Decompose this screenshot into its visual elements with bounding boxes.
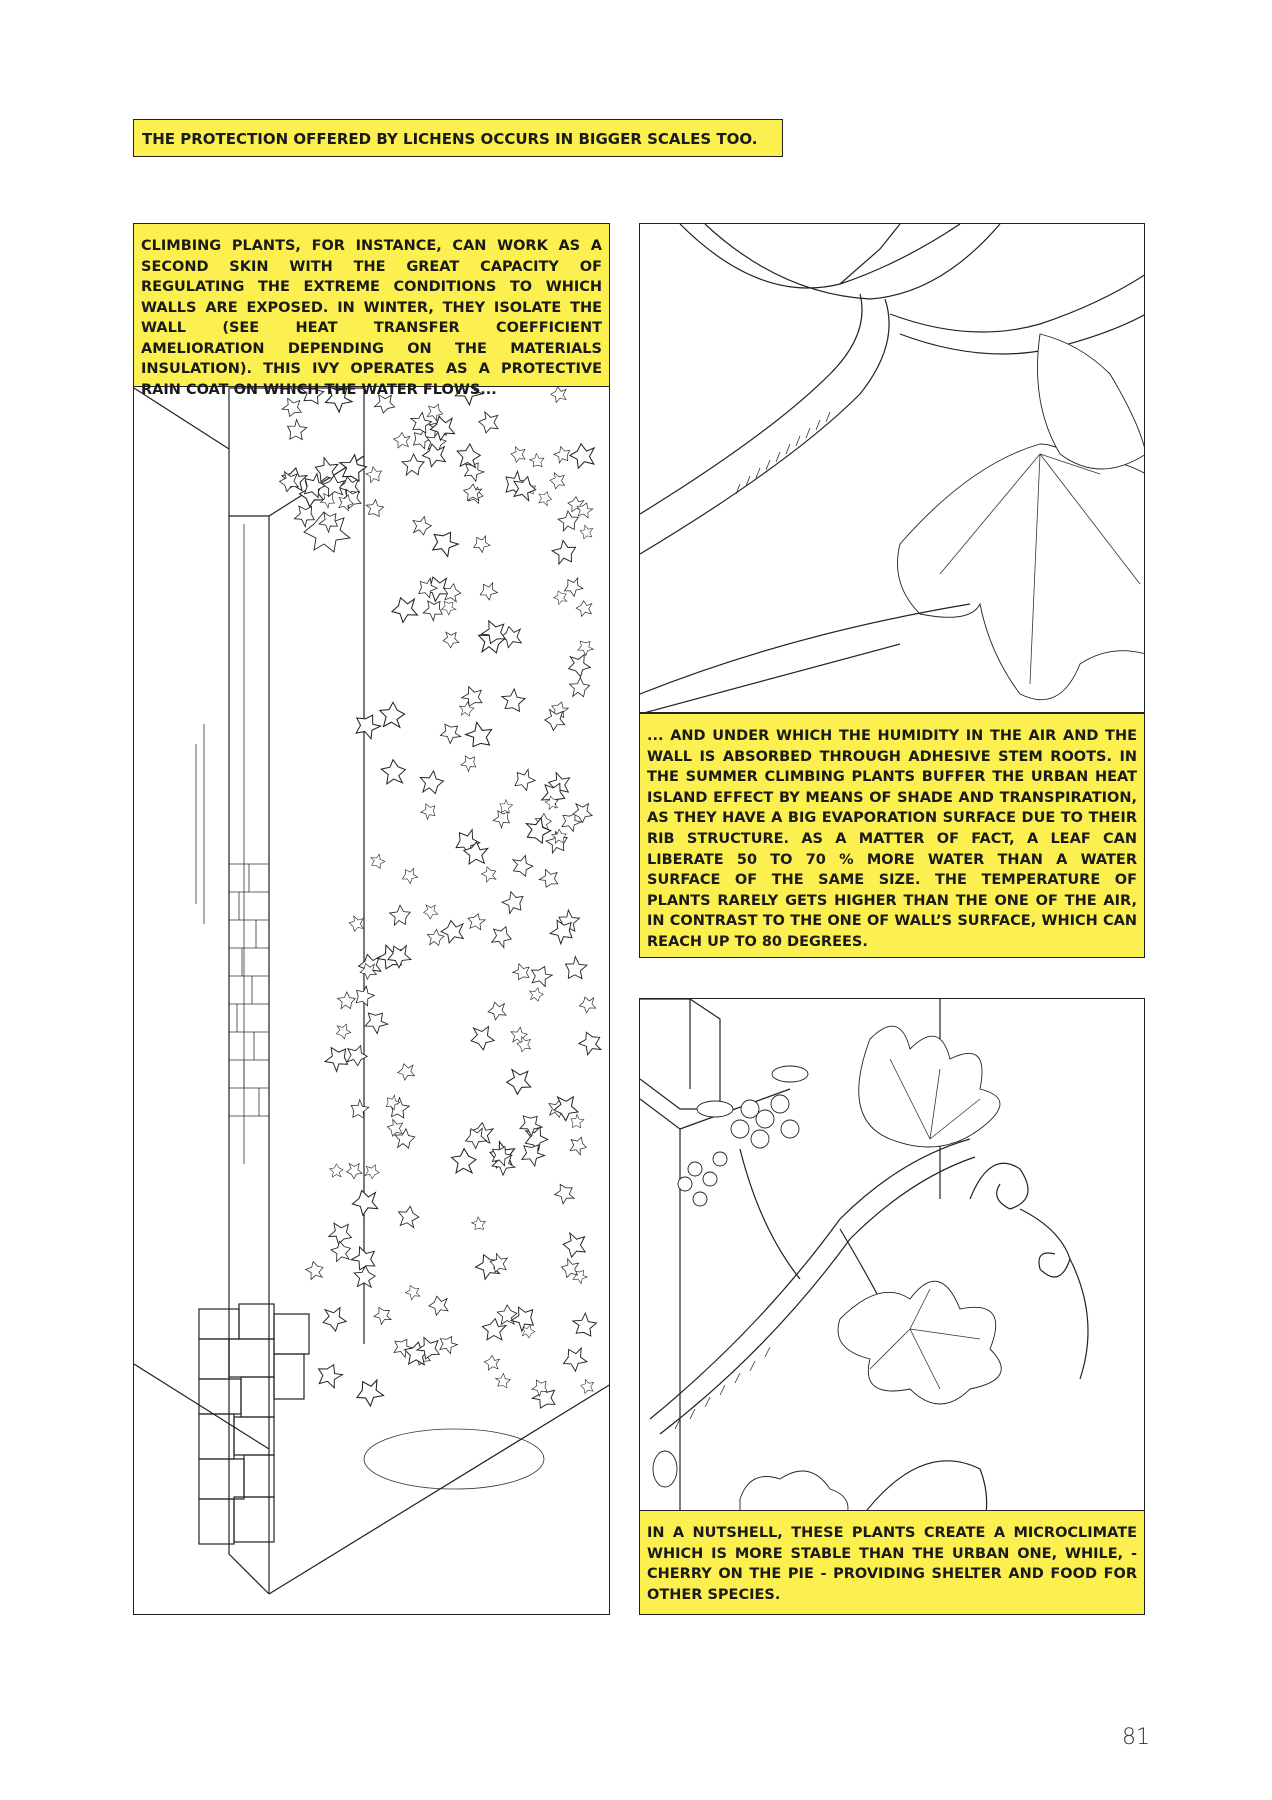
ivy-leaf	[552, 1094, 579, 1122]
ivy-leaf	[313, 1360, 345, 1391]
caption-bottom: IN A NUTSHELL, THESE PLANTS CREATE A MICROCLIMATE WHICH IS MORE STABLE THAN THE URBAN ONE, WHILE, - CHERRY ON THE PIE - PROVIDING SHELTER AND FOOD FOR OTHER SPECIES.	[639, 1510, 1145, 1615]
ivy-leaf	[575, 600, 593, 617]
ivy-leaf	[418, 769, 447, 797]
ivy-leaf	[361, 1006, 391, 1036]
ivy-leaf	[511, 962, 533, 984]
ivy-leaf	[411, 516, 433, 537]
ivy-leaf	[484, 1355, 500, 1370]
ivy-leaf	[394, 432, 411, 448]
ivy-leaf	[436, 1332, 460, 1356]
panel-ivy-stem-closeup	[639, 223, 1145, 713]
ivy-leaf	[354, 1265, 376, 1288]
ivy-leaf	[329, 1163, 344, 1179]
ivy-leaf	[559, 1344, 590, 1375]
ivy-leaf	[368, 852, 387, 871]
ivy-leaf	[569, 1310, 601, 1342]
ivy-leaf	[537, 490, 552, 506]
ivy-leaf	[486, 1000, 508, 1022]
ivy-leaf	[351, 1375, 386, 1410]
ivy-leaf	[550, 386, 568, 403]
ivy-leaf	[470, 1215, 489, 1234]
ivy-leaf	[380, 758, 408, 787]
ivy-leaf	[510, 766, 538, 794]
ivy-leaf	[335, 990, 358, 1013]
ivy-leaf	[283, 417, 310, 444]
ivy-leaf	[567, 675, 593, 700]
ivy-leaf	[423, 904, 439, 920]
ivy-leaf	[577, 994, 597, 1014]
ivy-leaf	[510, 446, 526, 463]
ivy-leaf	[576, 1028, 605, 1058]
ivy-leaf	[427, 526, 462, 560]
ivy-leaf	[575, 636, 596, 657]
panel-ivy-wall-illustration	[133, 223, 610, 1615]
ivy-leaf	[348, 915, 364, 932]
ivy-leaf	[528, 452, 547, 471]
ivy-leaf	[498, 686, 529, 717]
ivy-leaf	[396, 1061, 416, 1081]
ivy-leaf	[334, 1022, 352, 1041]
ivy-leaf	[566, 652, 593, 679]
ivy-leaf	[320, 1305, 348, 1334]
ivy-leaf	[556, 508, 583, 535]
ivy-leaf	[387, 903, 414, 930]
caption-left: CLIMBING PLANTS, FOR INSTANCE, CAN WORK AS A SECOND SKIN WITH THE GREAT CAPACITY OF REGULATING THE EXTREME CONDITIONS TO WHICH WALLS ARE EXPOSED. IN WINTER, THEY ISOLATE THE WALL (SEE HEAT TRANSFER COEFFICIENT AMELIORATION DEPENDING ON THE MATERIALS INSULATION). THIS IVY OPERATES AS A PROTECTIVE RAIN COAT ON WHICH THE WATER FLOWS...	[133, 223, 610, 387]
ivy-leaf	[398, 1206, 419, 1228]
ivy-leaf	[403, 1282, 422, 1301]
ivy-leaf	[499, 888, 528, 917]
ivy-leaf	[489, 924, 514, 949]
ivy-leaf	[562, 1232, 587, 1258]
ivy-leaf	[346, 1045, 368, 1066]
ivy-leaf	[549, 537, 581, 569]
ivy-stem-drawing	[640, 224, 1145, 713]
ivy-leaf	[569, 442, 597, 469]
ivy-leaf	[496, 1303, 518, 1326]
ivy-leaf	[427, 1294, 450, 1316]
ivy-leaf	[568, 1135, 588, 1156]
ivy-leaf	[346, 1098, 371, 1123]
ivy-leaf	[509, 853, 536, 880]
ivy-leaf	[568, 1113, 586, 1131]
caption-middle: ... AND UNDER WHICH THE HUMIDITY IN THE AIR AND THE WALL IS ABSORBED THROUGH ADHESIVE STEM ROOTS. IN THE SUMMER CLIMBING PLANTS BUFFER THE URBAN HEAT ISLAND EFFECT BY MEANS OF SHADE AND TRANSPIRATION, AS THEY HAVE A BIG EVAPORATION SURFACE DUE TO THEIR RIB STRUCTURE. AS A MATTER OF FACT, A LEAF CAN LIBERATE 50 TO 70 % MORE WATER THAN A WATER SURFACE OF THE SAME SIZE. THE TEMPERATURE OF PLANTS RARELY GETS HIGHER THAN THE ONE OF THE AIR, IN CONTRAST TO THE ONE OF WALL’S SURFACE, WHICH CAN REACH UP TO 80 DEGREES.	[639, 713, 1145, 958]
ivy-wall-drawing	[134, 224, 610, 1615]
ivy-leaf	[363, 497, 387, 521]
ivy-leaf	[538, 867, 562, 891]
ivy-leaf	[399, 865, 420, 885]
ivy-leaf	[462, 719, 497, 754]
ivy-leaf	[437, 719, 464, 746]
ivy-leaf	[451, 1147, 478, 1175]
ivy-leaf	[419, 801, 440, 822]
ivy-foliage	[279, 337, 605, 1413]
ivy-leaf	[549, 472, 566, 489]
ivy-leaf	[480, 864, 499, 884]
ivy-leaf	[440, 919, 466, 944]
ivy-leaf	[477, 411, 499, 434]
ivy-leaf	[350, 1187, 381, 1217]
ivy-leaf	[466, 911, 487, 931]
ivy-leaf	[379, 701, 405, 729]
caption-top: THE PROTECTION OFFERED BY LICHENS OCCURS IN BIGGER SCALES TOO.	[133, 119, 783, 157]
ivy-leaf	[527, 962, 554, 989]
ivy-leaf	[345, 1162, 362, 1180]
ivy-leaf	[493, 1372, 513, 1392]
ivy-leaf	[459, 752, 480, 773]
ivy-leaf	[579, 524, 595, 540]
ivy-leaf	[442, 631, 459, 649]
ivy-leaf	[389, 594, 421, 625]
ivy-leaf	[552, 1180, 578, 1206]
ivy-leaf	[470, 533, 492, 555]
ivy-leaf	[365, 1165, 380, 1179]
ivy-leaf	[371, 1303, 394, 1326]
ivy-leaf	[476, 580, 499, 603]
ivy-leaf	[304, 1259, 326, 1282]
ivy-leaf	[528, 987, 545, 1003]
ivy-leaf	[468, 1024, 495, 1052]
ivy-leaf	[560, 954, 589, 984]
ivy-leaf	[506, 1069, 531, 1095]
page-number: 81	[1122, 1725, 1150, 1750]
ivy-leaf	[579, 1379, 595, 1395]
ivy-leaf	[350, 709, 383, 742]
ivy-leaf	[364, 464, 385, 485]
